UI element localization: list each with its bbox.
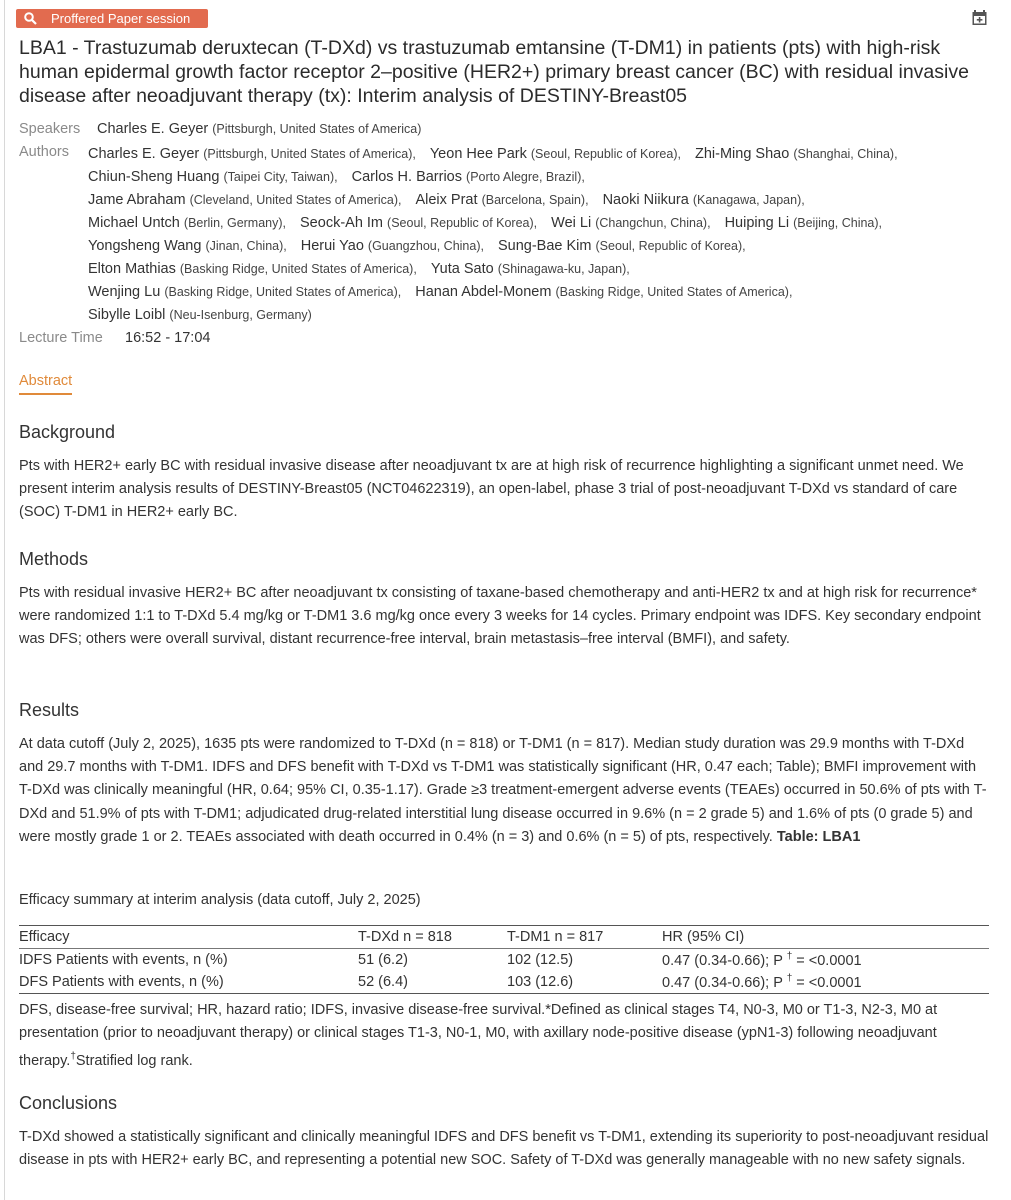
col-header-tdxd: T-DXd n = 818 xyxy=(358,926,507,949)
results-heading: Results xyxy=(19,700,80,720)
authors-line xyxy=(88,190,988,213)
table-footnote xyxy=(19,999,991,1073)
author-item xyxy=(352,169,585,185)
footnote-tail: Stratified log rank. xyxy=(75,1053,193,1070)
author-item xyxy=(415,284,792,300)
p-value: = <0.0001 xyxy=(792,974,862,991)
author-item xyxy=(300,215,537,231)
author-affiliation: (Basking Ridge, United States of America), xyxy=(179,262,417,276)
authors-line xyxy=(88,259,988,282)
hr-value xyxy=(662,971,989,994)
table-reference: Table: LBA1 xyxy=(776,828,861,845)
author-name[interactable]: Elton Mathias xyxy=(88,261,176,277)
footnote-text: DFS, disease-free survival; HR, hazard ratio; IDFS, invasive disease-free survival.*Defined as clinical stages T4, N0-3, M0 or T1-3, N2-3, M0 at presentation (prior to neoadjuvant therapy) or clinical stages T1-3, N0-1, M0, with axillary node-positive disease (ypN1-3) following neoadjuvant therapy. xyxy=(19,1002,938,1070)
author-affiliation: (Changchun, China), xyxy=(595,216,711,230)
search-icon xyxy=(24,12,37,25)
author-item xyxy=(551,215,710,231)
author-affiliation: (Cleveland, United States of America), xyxy=(189,193,402,207)
author-affiliation: (Pittsburgh, United States of America), xyxy=(203,147,416,161)
author-affiliation: (Shinagawa-ku, Japan), xyxy=(497,262,630,276)
author-name[interactable]: Michael Untch xyxy=(88,215,180,231)
author-name[interactable]: Hanan Abdel-Monem xyxy=(415,284,552,300)
conclusions-heading: Conclusions xyxy=(19,1093,118,1113)
author-affiliation: (Taipei City, Taiwan), xyxy=(223,170,338,184)
author-affiliation: (Barcelona, Spain), xyxy=(481,193,589,207)
author-name[interactable]: Huiping Li xyxy=(724,215,790,231)
authors-list xyxy=(88,144,988,328)
author-name[interactable]: Charles E. Geyer xyxy=(88,146,200,162)
speaker-name[interactable]: Charles E. Geyer xyxy=(97,121,209,137)
author-name[interactable]: Sung-Bae Kim xyxy=(497,238,592,254)
author-item xyxy=(88,169,338,185)
author-name[interactable]: Seock-Ah Im xyxy=(300,215,384,231)
results-text xyxy=(19,733,991,849)
hr-text: 0.47 (0.34-0.66); P xyxy=(662,974,783,991)
author-affiliation: (Berlin, Germany), xyxy=(183,216,287,230)
add-to-calendar-button[interactable] xyxy=(971,9,989,27)
background-heading: Background xyxy=(19,422,116,442)
table-row xyxy=(19,949,989,972)
divider xyxy=(4,0,5,1200)
author-affiliation: (Shanghai, China), xyxy=(793,147,898,161)
table-row xyxy=(19,971,989,994)
author-affiliation: (Seoul, Republic of Korea), xyxy=(530,147,681,161)
tdm1-value: 102 (12.5) xyxy=(507,952,574,968)
author-affiliation: (Seoul, Republic of Korea), xyxy=(595,239,746,253)
col-header-efficacy: Efficacy xyxy=(19,926,358,949)
author-affiliation: (Neu-Isenburg, Germany) xyxy=(169,308,312,322)
author-name[interactable]: Aleix Prat xyxy=(415,192,478,208)
author-name[interactable]: Jame Abraham xyxy=(88,192,186,208)
results-body: At data cutoff (July 2, 2025), 1635 pts were randomized to T-DXd (n = 818) or T-DM1 (n = 817). Median study duration was 29.9 months with T-DXd and 29.7 months with T-DM1. IDFS and DFS benefit with T-DXd vs T-DM1 was statistically significant (HR, 0.47 each; Table); BMFI improvement with T-DXd was clinically meaningful (HR, 0.64; 95% CI, 0.35-1.17). Grade ≥3 treatment-emergent adverse events (TEAEs) occurred in 50.6% of pts with T-DXd and 51.9% of pts with T-DM1; adjudicated drug-related interstitial lung disease occurred in 9.6% (n = 2 grade 5) and 1.6% of pts (0 grade 5) and were mostly grade 1 or 2. TEAEs associated with death occurred in 0.4% (n = 3) and 0.6% (n = 5) of pts, respectively. xyxy=(19,736,987,845)
authors-line xyxy=(88,213,988,236)
conclusions-text: T-DXd showed a statistically significant and clinically meaningful IDFS and DFS benefit vs T-DM1, extending its superiority to post-neoadjuvant residual disease in pts with HER2+ early BC, and representing a potential new SOC. Safety of T-DXd was generally manageable with no new safety signals. xyxy=(19,1129,989,1169)
author-name[interactable]: Naoki Niikura xyxy=(602,192,689,208)
background-text: Pts with HER2+ early BC with residual invasive disease after neoadjuvant tx are at high risk of recurrence highlighting a significant unmet need. We present interim analysis results of DESTINY-Breast05 (NCT04622319), an open-label, phase 3 trial of post-neoadjuvant T-DXd vs standard of care (SOC) T-DM1 in HER2+ early BC. xyxy=(19,458,964,521)
author-item xyxy=(88,261,417,277)
author-item xyxy=(725,215,882,231)
hr-value xyxy=(662,949,989,972)
author-affiliation: (Seoul, Republic of Korea), xyxy=(387,216,538,230)
row-label: IDFS Patients with events, n (%) xyxy=(19,952,228,968)
tdxd-value: 51 (6.2) xyxy=(358,952,408,968)
speaker-affiliation: (Pittsburgh, United States of America) xyxy=(212,122,422,136)
author-name[interactable]: Wenjing Lu xyxy=(88,284,161,300)
tab-abstract[interactable]: Abstract xyxy=(19,373,72,395)
author-name[interactable]: Yuta Sato xyxy=(430,261,494,277)
efficacy-table xyxy=(19,925,989,994)
col-header-tdm1: T-DM1 n = 817 xyxy=(507,926,662,949)
dagger-mark: † xyxy=(786,951,793,963)
speakers-label: Speakers xyxy=(19,121,81,137)
col-header-hr: HR (95% CI) xyxy=(662,926,989,949)
row-label: DFS Patients with events, n (%) xyxy=(19,971,358,994)
author-name[interactable]: Yongsheng Wang xyxy=(88,238,202,254)
authors-line xyxy=(88,236,988,259)
p-value: = <0.0001 xyxy=(792,952,862,969)
author-item xyxy=(88,215,286,231)
author-name[interactable]: Herui Yao xyxy=(300,238,364,254)
author-item xyxy=(431,261,630,277)
lecture-time-value: 16:52 - 17:04 xyxy=(125,330,211,346)
author-name[interactable]: Sibylle Loibl xyxy=(88,307,166,323)
author-item xyxy=(430,146,681,162)
author-item xyxy=(415,192,588,208)
session-tag[interactable] xyxy=(16,9,208,28)
authors-line xyxy=(88,282,988,305)
authors-line xyxy=(88,167,988,190)
author-item xyxy=(88,284,401,300)
author-item xyxy=(498,238,746,254)
calendar-add-icon xyxy=(971,9,989,27)
authors-line xyxy=(88,305,988,328)
dagger-mark: † xyxy=(786,973,793,985)
author-item xyxy=(88,238,287,254)
tdm1-value: 103 (12.6) xyxy=(507,971,662,994)
speakers-row xyxy=(19,121,421,137)
author-affiliation: (Guangzhou, China), xyxy=(367,239,484,253)
table-header-row xyxy=(19,926,989,949)
author-item xyxy=(88,192,401,208)
table-caption: Efficacy summary at interim analysis (data cutoff, July 2, 2025) xyxy=(19,892,421,908)
tdxd-value: 52 (6.4) xyxy=(358,971,507,994)
lecture-time-label: Lecture Time xyxy=(19,330,103,346)
methods-heading: Methods xyxy=(19,549,89,569)
author-affiliation: (Porto Alegre, Brazil), xyxy=(466,170,585,184)
author-item xyxy=(88,307,312,323)
session-tag-label: Proffered Paper session xyxy=(51,11,191,26)
author-name[interactable]: Chiun-Sheng Huang xyxy=(88,169,220,185)
author-affiliation: (Kanagawa, Japan), xyxy=(692,193,805,207)
page-title: LBA1 - Trastuzumab deruxtecan (T-DXd) vs trastuzumab emtansine (T-DM1) in patients (pts) with high-risk human epidermal growth factor receptor 2–positive (HER2+) primary breast cancer (BC) with residual invasive disease after neoadjuvant therapy (tx): Interim analysis of DESTINY-Breast05 xyxy=(19,37,969,107)
author-item xyxy=(301,238,484,254)
author-affiliation: (Basking Ridge, United States of America), xyxy=(164,285,402,299)
hr-text: 0.47 (0.34-0.66); P xyxy=(662,952,783,969)
author-affiliation: (Jinan, China), xyxy=(205,239,287,253)
author-name[interactable]: Wei Li xyxy=(551,215,592,231)
authors-line xyxy=(88,144,988,167)
author-item xyxy=(603,192,805,208)
author-affiliation: (Basking Ridge, United States of America), xyxy=(555,285,793,299)
author-item xyxy=(695,146,898,162)
author-name[interactable]: Carlos H. Barrios xyxy=(351,169,462,185)
lecture-time-row xyxy=(19,330,210,346)
author-name[interactable]: Yeon Hee Park xyxy=(429,146,527,162)
author-item xyxy=(88,146,416,162)
methods-text: Pts with residual invasive HER2+ BC after neoadjuvant tx consisting of taxane-based chemotherapy and anti-HER2 tx and at high risk for recurrence* were randomized 1:1 to T-DXd 5.4 mg/kg or T-DM1 3.6 mg/kg once every 3 weeks for 14 cycles. Primary endpoint was IDFS. Key secondary endpoint was DFS; others were overall survival, distant recurrence-free interval, brain metastasis–free interval (BMFI), and safety. xyxy=(19,585,981,648)
authors-label: Authors xyxy=(19,144,69,160)
author-name[interactable]: Zhi-Ming Shao xyxy=(694,146,790,162)
footnote-dagger: † xyxy=(70,1051,76,1063)
author-affiliation: (Beijing, China), xyxy=(793,216,883,230)
